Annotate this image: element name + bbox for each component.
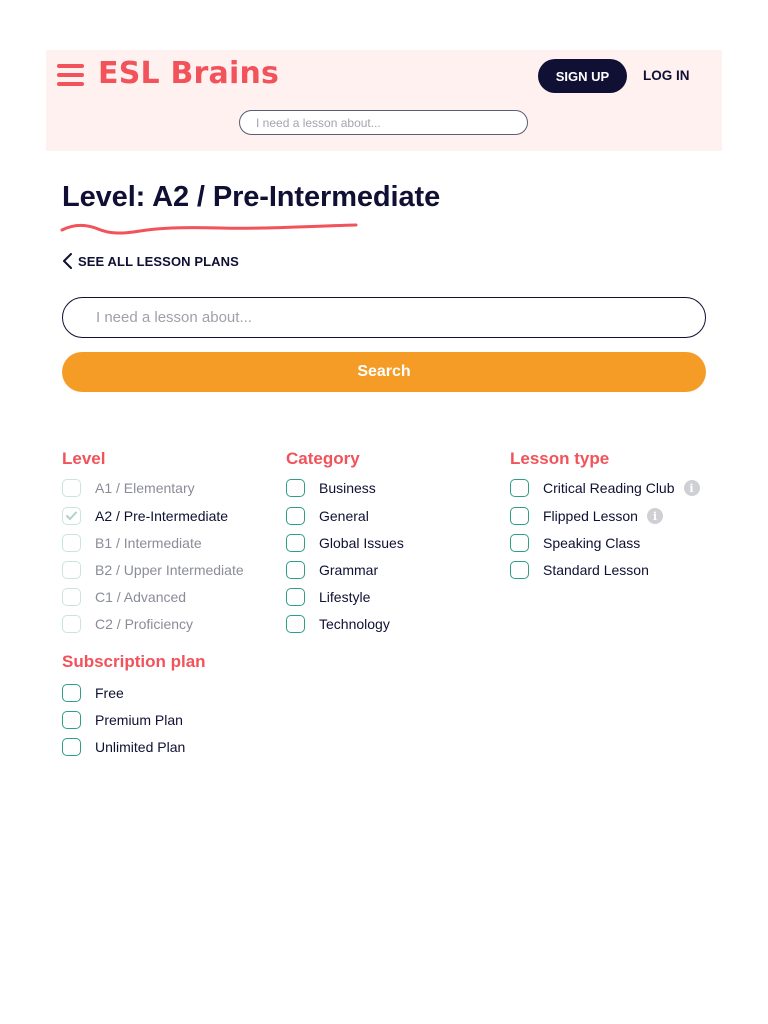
lesson-type-option-flipped-lesson[interactable] bbox=[510, 506, 663, 526]
category-option-grammar[interactable] bbox=[286, 560, 378, 580]
level-option-c2[interactable] bbox=[62, 614, 193, 634]
page-title: Level: A2 / Pre-Intermediate bbox=[62, 181, 441, 213]
category-filter-title: Category bbox=[286, 449, 360, 468]
subscription-option-unlimited-plan[interactable] bbox=[62, 737, 185, 757]
checkbox[interactable] bbox=[286, 534, 305, 552]
option-label: Flipped Lesson bbox=[543, 508, 638, 524]
checkbox[interactable] bbox=[286, 479, 305, 497]
checkbox[interactable] bbox=[62, 534, 81, 552]
option-label: Critical Reading Club bbox=[543, 480, 675, 496]
subscription-filter-title: Subscription plan bbox=[62, 652, 206, 671]
option-label: A2 / Pre-Intermediate bbox=[95, 508, 229, 524]
level-option-a1[interactable] bbox=[62, 478, 195, 498]
menu-bar bbox=[57, 73, 84, 77]
option-label: Technology bbox=[319, 616, 390, 632]
level-option-b1[interactable] bbox=[62, 533, 202, 553]
option-label: A1 / Elementary bbox=[95, 480, 195, 496]
search-button[interactable]: Search bbox=[62, 352, 706, 392]
checkbox[interactable] bbox=[286, 561, 305, 579]
log-in-link[interactable]: LOG IN bbox=[643, 68, 690, 83]
checkbox[interactable] bbox=[62, 738, 81, 756]
subscription-option-free[interactable] bbox=[62, 683, 124, 703]
option-label: Global Issues bbox=[319, 535, 404, 551]
checkbox[interactable] bbox=[510, 479, 529, 497]
option-label: B1 / Intermediate bbox=[95, 535, 202, 551]
menu-bar bbox=[57, 64, 84, 68]
checkbox[interactable] bbox=[62, 711, 81, 729]
lesson-type-option-critical-reading-club[interactable] bbox=[510, 478, 700, 498]
checkbox-checked[interactable] bbox=[62, 507, 81, 525]
option-label: Premium Plan bbox=[95, 712, 183, 728]
option-label: Free bbox=[95, 685, 124, 701]
hamburger-menu-icon[interactable] bbox=[57, 64, 84, 88]
option-label: Grammar bbox=[319, 562, 379, 578]
see-all-lesson-plans-link[interactable] bbox=[62, 251, 239, 271]
checkbox[interactable] bbox=[510, 534, 529, 552]
checkmark-icon bbox=[66, 511, 77, 521]
checkbox[interactable] bbox=[62, 561, 81, 579]
option-label: Business bbox=[319, 480, 376, 496]
option-label: Speaking Class bbox=[543, 535, 641, 551]
option-label: B2 / Upper Intermediate bbox=[95, 562, 244, 578]
level-option-c1[interactable] bbox=[62, 587, 186, 607]
category-option-lifestyle[interactable] bbox=[286, 587, 370, 607]
title-underline-squiggle bbox=[60, 222, 358, 236]
subscription-option-premium-plan[interactable] bbox=[62, 710, 183, 730]
brand-logo[interactable]: ESL Brains bbox=[98, 56, 280, 91]
category-option-technology[interactable] bbox=[286, 614, 390, 634]
info-icon[interactable]: i bbox=[647, 508, 663, 524]
level-filter-title: Level bbox=[62, 449, 106, 468]
option-label: C1 / Advanced bbox=[95, 589, 187, 605]
level-option-a2[interactable] bbox=[62, 506, 228, 526]
header-search-input[interactable] bbox=[239, 110, 528, 135]
back-link-label: SEE ALL LESSON PLANS bbox=[78, 253, 239, 269]
checkbox[interactable] bbox=[286, 588, 305, 606]
checkbox[interactable] bbox=[510, 561, 529, 579]
checkbox[interactable] bbox=[62, 588, 81, 606]
checkbox[interactable] bbox=[62, 479, 81, 497]
option-label: Unlimited Plan bbox=[95, 739, 186, 755]
lesson-type-filter-title: Lesson type bbox=[510, 449, 610, 468]
category-option-business[interactable] bbox=[286, 478, 376, 498]
chevron-left-icon bbox=[62, 252, 74, 270]
lesson-search-input[interactable] bbox=[62, 297, 706, 338]
level-option-b2[interactable] bbox=[62, 560, 244, 580]
category-option-general[interactable] bbox=[286, 506, 369, 526]
checkbox[interactable] bbox=[286, 507, 305, 525]
checkbox[interactable] bbox=[62, 684, 81, 702]
info-icon[interactable]: i bbox=[684, 480, 700, 496]
menu-bar bbox=[57, 82, 84, 86]
lesson-type-option-speaking-class[interactable] bbox=[510, 533, 640, 553]
lesson-type-option-standard-lesson[interactable] bbox=[510, 560, 649, 580]
checkbox[interactable] bbox=[62, 615, 81, 633]
option-label: Lifestyle bbox=[319, 589, 371, 605]
option-label: C2 / Proficiency bbox=[95, 616, 194, 632]
site-header bbox=[46, 50, 722, 151]
checkbox[interactable] bbox=[286, 615, 305, 633]
option-label: Standard Lesson bbox=[543, 562, 649, 578]
category-option-global-issues[interactable] bbox=[286, 533, 404, 553]
sign-up-button[interactable]: SIGN UP bbox=[538, 59, 627, 93]
option-label: General bbox=[319, 508, 369, 524]
checkbox[interactable] bbox=[510, 507, 529, 525]
